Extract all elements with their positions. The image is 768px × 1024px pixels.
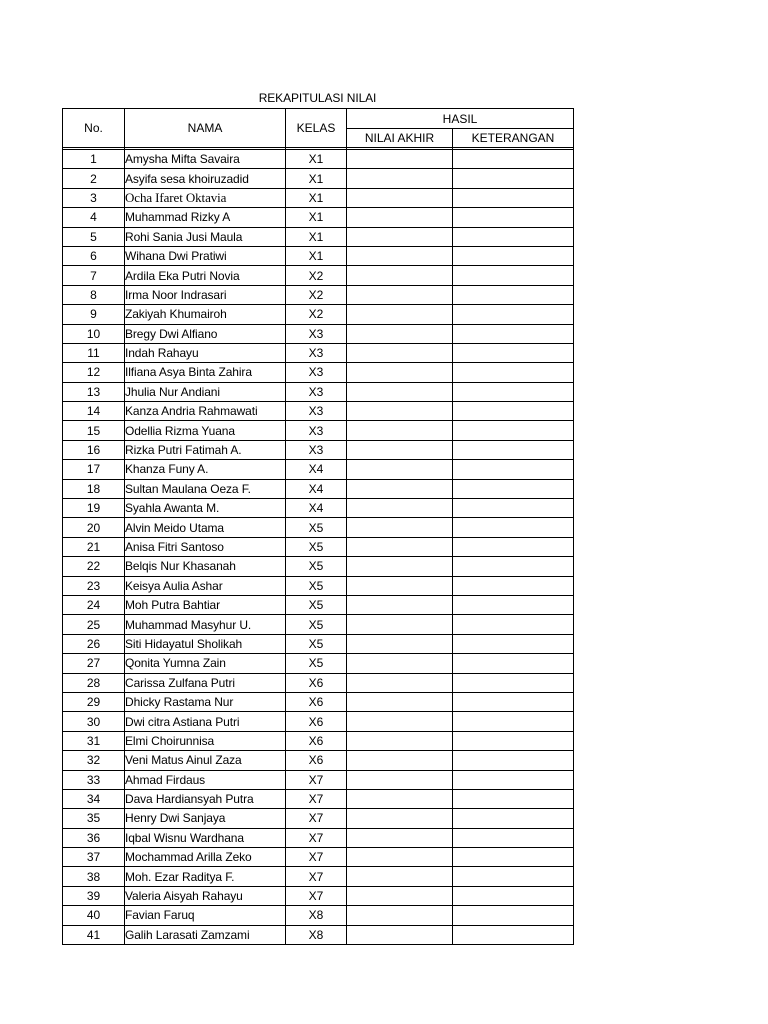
cell-kelas: X3 <box>286 343 347 362</box>
cell-keterangan <box>453 421 574 440</box>
table-row <box>63 906 574 925</box>
cell-no: 36 <box>63 828 125 847</box>
header-keterangan: KETERANGAN <box>453 129 574 148</box>
cell-no: 6 <box>63 246 125 265</box>
cell-kelas: X7 <box>286 848 347 867</box>
table-row <box>63 305 574 324</box>
cell-kelas: X8 <box>286 906 347 925</box>
cell-nilai-akhir <box>347 731 453 750</box>
table-row <box>63 460 574 479</box>
cell-no: 9 <box>63 305 125 324</box>
cell-no: 2 <box>63 169 125 188</box>
cell-nilai-akhir <box>347 343 453 362</box>
cell-kelas: X3 <box>286 324 347 343</box>
table-row <box>63 751 574 770</box>
cell-nama: Kanza Andria Rahmawati <box>125 402 286 421</box>
cell-kelas: X1 <box>286 169 347 188</box>
cell-nama: Ardila Eka Putri Novia <box>125 266 286 285</box>
cell-nilai-akhir <box>347 867 453 886</box>
cell-no: 8 <box>63 285 125 304</box>
cell-nama: Qonita Yumna Zain <box>125 654 286 673</box>
table-row <box>63 925 574 944</box>
cell-nama: Odellia Rizma Yuana <box>125 421 286 440</box>
cell-kelas: X1 <box>286 246 347 265</box>
cell-nilai-akhir <box>347 208 453 227</box>
cell-nama: Syahla Awanta M. <box>125 499 286 518</box>
cell-keterangan <box>453 828 574 847</box>
cell-no: 34 <box>63 789 125 808</box>
table-row <box>63 673 574 692</box>
cell-nama: Wihana Dwi Pratiwi <box>125 246 286 265</box>
cell-nilai-akhir <box>347 886 453 905</box>
cell-keterangan <box>453 382 574 401</box>
cell-nama: Favian Faruq <box>125 906 286 925</box>
table-row <box>63 479 574 498</box>
cell-nilai-akhir <box>347 169 453 188</box>
cell-kelas: X6 <box>286 673 347 692</box>
cell-keterangan <box>453 440 574 459</box>
cell-keterangan <box>453 712 574 731</box>
cell-kelas: X3 <box>286 363 347 382</box>
cell-nilai-akhir <box>347 499 453 518</box>
cell-nilai-akhir <box>347 557 453 576</box>
table-row <box>63 828 574 847</box>
table-row <box>63 557 574 576</box>
table-row <box>63 654 574 673</box>
cell-kelas: X2 <box>286 285 347 304</box>
table-row <box>63 692 574 711</box>
cell-kelas: X4 <box>286 499 347 518</box>
table-row <box>63 440 574 459</box>
cell-nilai-akhir <box>347 576 453 595</box>
cell-no: 41 <box>63 925 125 944</box>
table-row <box>63 208 574 227</box>
cell-no: 12 <box>63 363 125 382</box>
cell-no: 23 <box>63 576 125 595</box>
table-row <box>63 809 574 828</box>
cell-kelas: X3 <box>286 440 347 459</box>
cell-kelas: X1 <box>286 188 347 207</box>
cell-no: 24 <box>63 595 125 614</box>
cell-nilai-akhir <box>347 246 453 265</box>
cell-nilai-akhir <box>347 266 453 285</box>
table-row <box>63 537 574 556</box>
table-row <box>63 499 574 518</box>
cell-nilai-akhir <box>347 654 453 673</box>
cell-no: 4 <box>63 208 125 227</box>
cell-no: 30 <box>63 712 125 731</box>
cell-nilai-akhir <box>347 595 453 614</box>
cell-nama: Sultan Maulana Oeza F. <box>125 479 286 498</box>
cell-keterangan <box>453 692 574 711</box>
cell-nama: Zakiyah Khumairoh <box>125 305 286 324</box>
cell-nilai-akhir <box>347 363 453 382</box>
cell-keterangan <box>453 402 574 421</box>
cell-nama: Asyifa sesa khoiruzadid <box>125 169 286 188</box>
cell-no: 38 <box>63 867 125 886</box>
table-row <box>63 402 574 421</box>
cell-no: 33 <box>63 770 125 789</box>
cell-keterangan <box>453 867 574 886</box>
cell-nama: Dhicky Rastama Nur <box>125 692 286 711</box>
table-row <box>63 712 574 731</box>
cell-nama: Khanza Funy A. <box>125 460 286 479</box>
cell-nama: Indah Rahayu <box>125 343 286 362</box>
cell-nilai-akhir <box>347 925 453 944</box>
cell-kelas: X6 <box>286 712 347 731</box>
cell-kelas: X4 <box>286 479 347 498</box>
cell-keterangan <box>453 499 574 518</box>
table-row <box>63 634 574 653</box>
cell-no: 40 <box>63 906 125 925</box>
table-row <box>63 848 574 867</box>
cell-nilai-akhir <box>347 809 453 828</box>
cell-nama: Henry Dwi Sanjaya <box>125 809 286 828</box>
cell-keterangan <box>453 731 574 750</box>
cell-kelas: X6 <box>286 731 347 750</box>
cell-nama: Mochammad Arilla Zeko <box>125 848 286 867</box>
cell-nilai-akhir <box>347 518 453 537</box>
cell-nama: Ocha Ifaret Oktavia <box>125 188 286 207</box>
cell-keterangan <box>453 537 574 556</box>
cell-nilai-akhir <box>347 460 453 479</box>
cell-nilai-akhir <box>347 615 453 634</box>
cell-nama: Siti Hidayatul Sholikah <box>125 634 286 653</box>
cell-keterangan <box>453 150 574 169</box>
cell-nilai-akhir <box>347 712 453 731</box>
header-nilai-akhir: NILAI AKHIR <box>347 129 453 148</box>
cell-nama: Alvin Meido Utama <box>125 518 286 537</box>
table-row <box>63 789 574 808</box>
cell-kelas: X4 <box>286 460 347 479</box>
cell-kelas: X2 <box>286 266 347 285</box>
cell-kelas: X5 <box>286 518 347 537</box>
cell-no: 29 <box>63 692 125 711</box>
table-header <box>63 109 574 148</box>
cell-keterangan <box>453 479 574 498</box>
cell-nilai-akhir <box>347 440 453 459</box>
cell-nama: Muhammad Rizky A <box>125 208 286 227</box>
table-row <box>63 266 574 285</box>
cell-keterangan <box>453 576 574 595</box>
cell-nama: Veni Matus Ainul Zaza <box>125 751 286 770</box>
cell-kelas: X6 <box>286 751 347 770</box>
cell-nilai-akhir <box>347 789 453 808</box>
cell-no: 35 <box>63 809 125 828</box>
table-row <box>63 867 574 886</box>
header-no: No. <box>63 109 125 148</box>
cell-no: 18 <box>63 479 125 498</box>
cell-kelas: X5 <box>286 595 347 614</box>
cell-keterangan <box>453 266 574 285</box>
cell-no: 17 <box>63 460 125 479</box>
cell-nama: Bregy Dwi Alfiano <box>125 324 286 343</box>
table-row <box>63 188 574 207</box>
cell-no: 19 <box>63 499 125 518</box>
cell-keterangan <box>453 208 574 227</box>
page-title: REKAPITULASI NILAI <box>258 91 377 105</box>
cell-nama: Keisya Aulia Ashar <box>125 576 286 595</box>
cell-keterangan <box>453 227 574 246</box>
cell-kelas: X7 <box>286 886 347 905</box>
cell-kelas: X2 <box>286 305 347 324</box>
cell-nilai-akhir <box>347 479 453 498</box>
table-row <box>63 595 574 614</box>
cell-keterangan <box>453 169 574 188</box>
cell-nilai-akhir <box>347 150 453 169</box>
cell-keterangan <box>453 595 574 614</box>
header-hasil: HASIL <box>347 109 574 129</box>
cell-keterangan <box>453 305 574 324</box>
table-row <box>63 421 574 440</box>
table-row <box>63 770 574 789</box>
cell-keterangan <box>453 906 574 925</box>
cell-nama: Valeria Aisyah Rahayu <box>125 886 286 905</box>
cell-nama: Iqbal Wisnu Wardhana <box>125 828 286 847</box>
cell-kelas: X6 <box>286 692 347 711</box>
cell-nilai-akhir <box>347 828 453 847</box>
cell-kelas: X3 <box>286 382 347 401</box>
cell-no: 26 <box>63 634 125 653</box>
cell-keterangan <box>453 673 574 692</box>
cell-keterangan <box>453 770 574 789</box>
cell-no: 27 <box>63 654 125 673</box>
cell-nilai-akhir <box>347 692 453 711</box>
cell-keterangan <box>453 809 574 828</box>
cell-nama: Moh. Ezar Raditya F. <box>125 867 286 886</box>
cell-nama: Dwi citra Astiana Putri <box>125 712 286 731</box>
cell-no: 21 <box>63 537 125 556</box>
cell-nilai-akhir <box>347 382 453 401</box>
cell-nilai-akhir <box>347 421 453 440</box>
cell-no: 14 <box>63 402 125 421</box>
cell-keterangan <box>453 188 574 207</box>
cell-no: 11 <box>63 343 125 362</box>
cell-keterangan <box>453 789 574 808</box>
cell-nama: Galih Larasati Zamzami <box>125 925 286 944</box>
cell-no: 22 <box>63 557 125 576</box>
table-row <box>63 382 574 401</box>
cell-nama: Muhammad Masyhur U. <box>125 615 286 634</box>
cell-kelas: X5 <box>286 557 347 576</box>
cell-keterangan <box>453 848 574 867</box>
cell-no: 32 <box>63 751 125 770</box>
cell-keterangan <box>453 557 574 576</box>
cell-keterangan <box>453 654 574 673</box>
table-row <box>63 518 574 537</box>
cell-kelas: X5 <box>286 634 347 653</box>
cell-nama: Anisa Fitri Santoso <box>125 537 286 556</box>
cell-kelas: X1 <box>286 208 347 227</box>
table-row <box>63 363 574 382</box>
cell-nilai-akhir <box>347 402 453 421</box>
cell-no: 15 <box>63 421 125 440</box>
cell-no: 7 <box>63 266 125 285</box>
cell-nama: Irma Noor Indrasari <box>125 285 286 304</box>
table-row <box>63 576 574 595</box>
cell-no: 1 <box>63 150 125 169</box>
cell-no: 13 <box>63 382 125 401</box>
cell-keterangan <box>453 363 574 382</box>
cell-keterangan <box>453 751 574 770</box>
table-row <box>63 246 574 265</box>
cell-no: 16 <box>63 440 125 459</box>
cell-keterangan <box>453 925 574 944</box>
cell-nama: Ahmad Firdaus <box>125 770 286 789</box>
cell-kelas: X8 <box>286 925 347 944</box>
cell-nama: Carissa Zulfana Putri <box>125 673 286 692</box>
table-row <box>63 227 574 246</box>
table-row <box>63 285 574 304</box>
table-body <box>63 148 574 945</box>
table-row <box>63 731 574 750</box>
header-kelas: KELAS <box>286 109 347 148</box>
cell-nama: Amysha Mifta Savaira <box>125 150 286 169</box>
cell-nama: Elmi Choirunnisa <box>125 731 286 750</box>
cell-nama: Jhulia Nur Andiani <box>125 382 286 401</box>
cell-nilai-akhir <box>347 188 453 207</box>
recap-table <box>62 108 574 945</box>
cell-keterangan <box>453 615 574 634</box>
cell-kelas: X3 <box>286 421 347 440</box>
cell-no: 39 <box>63 886 125 905</box>
header-nama: NAMA <box>125 109 286 148</box>
cell-kelas: X7 <box>286 828 347 847</box>
cell-kelas: X7 <box>286 867 347 886</box>
cell-kelas: X5 <box>286 615 347 634</box>
cell-keterangan <box>453 460 574 479</box>
cell-keterangan <box>453 886 574 905</box>
cell-nilai-akhir <box>347 906 453 925</box>
cell-keterangan <box>453 634 574 653</box>
cell-nilai-akhir <box>347 227 453 246</box>
cell-kelas: X1 <box>286 150 347 169</box>
cell-keterangan <box>453 285 574 304</box>
cell-nilai-akhir <box>347 324 453 343</box>
cell-kelas: X1 <box>286 227 347 246</box>
cell-nama: Moh Putra Bahtiar <box>125 595 286 614</box>
table-row <box>63 150 574 169</box>
table-row <box>63 343 574 362</box>
cell-nilai-akhir <box>347 305 453 324</box>
cell-no: 25 <box>63 615 125 634</box>
cell-kelas: X7 <box>286 789 347 808</box>
cell-nilai-akhir <box>347 673 453 692</box>
cell-no: 37 <box>63 848 125 867</box>
cell-nilai-akhir <box>347 537 453 556</box>
table-row <box>63 169 574 188</box>
cell-nama: Rohi Sania Jusi Maula <box>125 227 286 246</box>
cell-no: 20 <box>63 518 125 537</box>
cell-kelas: X7 <box>286 770 347 789</box>
cell-kelas: X5 <box>286 654 347 673</box>
table-row <box>63 324 574 343</box>
cell-nilai-akhir <box>347 848 453 867</box>
cell-nama: Dava Hardiansyah Putra <box>125 789 286 808</box>
cell-keterangan <box>453 246 574 265</box>
table-row <box>63 615 574 634</box>
cell-nilai-akhir <box>347 634 453 653</box>
cell-no: 31 <box>63 731 125 750</box>
cell-nama: Belqis Nur Khasanah <box>125 557 286 576</box>
cell-nilai-akhir <box>347 770 453 789</box>
cell-nilai-akhir <box>347 285 453 304</box>
cell-kelas: X3 <box>286 402 347 421</box>
cell-keterangan <box>453 324 574 343</box>
cell-no: 10 <box>63 324 125 343</box>
cell-nama: Ilfiana Asya Binta Zahira <box>125 363 286 382</box>
cell-keterangan <box>453 518 574 537</box>
cell-nama: Rizka Putri Fatimah A. <box>125 440 286 459</box>
cell-kelas: X7 <box>286 809 347 828</box>
table-row <box>63 886 574 905</box>
cell-nilai-akhir <box>347 751 453 770</box>
cell-keterangan <box>453 343 574 362</box>
cell-kelas: X5 <box>286 537 347 556</box>
cell-kelas: X5 <box>286 576 347 595</box>
cell-no: 28 <box>63 673 125 692</box>
cell-no: 5 <box>63 227 125 246</box>
cell-no: 3 <box>63 188 125 207</box>
